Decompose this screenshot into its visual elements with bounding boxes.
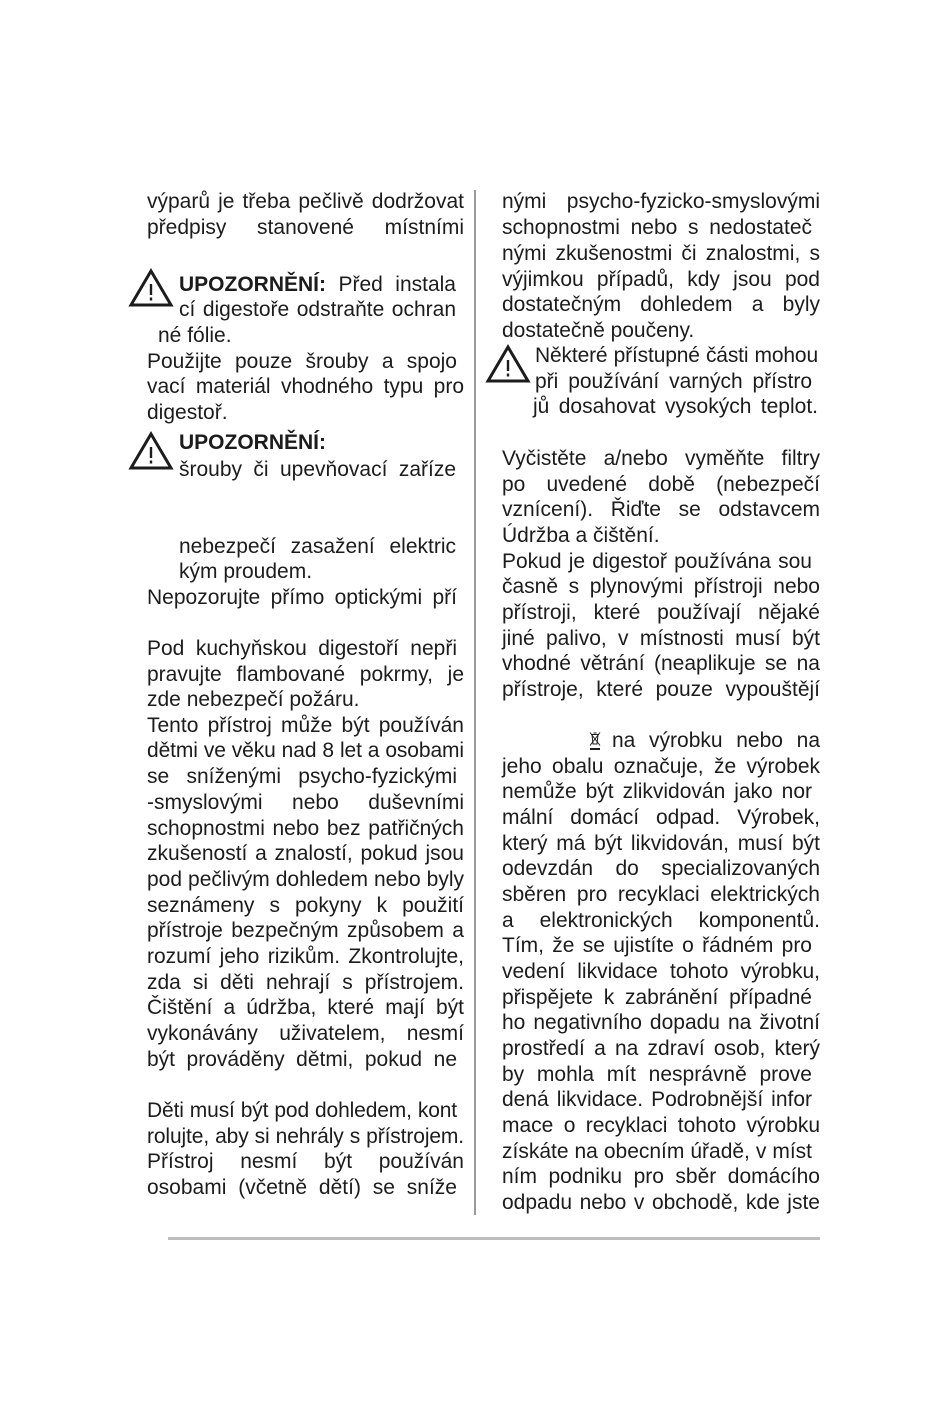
- text-line: a elektronických komponentů.: [502, 909, 820, 932]
- footer-rule: [168, 1237, 820, 1240]
- text-line: Pokud je digestoř používána sou: [502, 550, 812, 573]
- text-line: předpisy stanovené místními: [147, 216, 464, 239]
- text-line: dostatečným dohledem a byly: [502, 293, 820, 316]
- text-line: po uvedené době (nebezpečí: [502, 473, 820, 496]
- text-line: rolujte, aby si nehrály s přístrojem.: [147, 1125, 464, 1148]
- text-line: přístroje bezpečným způsobem a: [147, 919, 464, 942]
- text-line: získáte na obecním úřadě, v míst: [502, 1140, 812, 1163]
- text-line: kým proudem.: [179, 560, 313, 583]
- text-line: schopnostmi nebo bez patřičných: [147, 817, 464, 840]
- text-line: který má být likvidován, musí být: [502, 832, 820, 855]
- text-line: sběren pro recyklaci elektrických: [502, 883, 820, 906]
- text-line: by mohla mít nesprávně prove: [502, 1063, 812, 1086]
- text-line: pravujte flambované pokrmy, je: [147, 663, 464, 686]
- text-line: Tento přístroj může být používán: [147, 714, 464, 737]
- text-line: Děti musí být pod dohledem, kont: [147, 1099, 457, 1122]
- text-line: vedení likvidace tohoto výrobku,: [502, 960, 820, 983]
- text-line: Některé přístupné části mohou: [535, 344, 818, 367]
- text-line: osobami (včetně dětí) se sníže: [147, 1176, 457, 1199]
- text-line: schopnostmi nebo s nedostateč: [502, 216, 812, 239]
- text-line: mace o recyklaci tohoto výrobku: [502, 1114, 820, 1137]
- text-line: dostatečně poučeny.: [502, 319, 695, 342]
- text-line: vhodné větrání (neaplikuje se na: [502, 652, 820, 675]
- warning-triangle-icon: [128, 268, 174, 314]
- text-line: Vyčistěte a/nebo vyměňte filtry: [502, 447, 820, 470]
- text-line: na výrobku nebo na: [612, 729, 820, 752]
- warning-text: Před instala: [338, 273, 456, 296]
- text-line: zkušeností a znalostí, pokud jsou: [147, 842, 464, 865]
- text-line: zde nebezpečí požáru.: [147, 688, 360, 711]
- warning-label: UPOZORNĚNÍ:: [179, 431, 326, 454]
- warning-label: UPOZORNĚNÍ:: [179, 273, 326, 296]
- text-line: jeho obalu označuje, že výrobek: [502, 755, 820, 778]
- text-line: digestoř.: [147, 401, 228, 424]
- text-line: nebezpečí zasažení elektric: [179, 535, 456, 558]
- text-line: šrouby či upevňovací zaříze: [179, 458, 456, 481]
- text-line: seznámeny s pokyny k použití: [147, 894, 464, 917]
- text-line: jů dosahovat vysokých teplot.: [533, 395, 818, 418]
- text-line: přístroji, které používají nějaké: [502, 601, 820, 624]
- text-line: cí digestoře odstraňte ochran: [179, 298, 456, 321]
- text-line: výjimkou případů, kdy jsou pod: [502, 268, 820, 291]
- text-line: ním podniku pro sběr domácího: [502, 1165, 820, 1188]
- warning-line: [179, 272, 456, 297]
- warning-triangle-icon: [485, 344, 531, 390]
- text-line: nými zkušenostmi či znalostmi, s: [502, 242, 820, 265]
- warning-triangle-icon: [128, 431, 174, 477]
- text-line: jiné palivo, v místnosti musí být: [502, 627, 820, 650]
- text-line: Použijte pouze šrouby a spojo: [147, 350, 457, 373]
- text-line: -smyslovými nebo duševními: [147, 791, 464, 814]
- text-line: mální domácí odpad. Výrobek,: [502, 806, 820, 829]
- text-line: dená likvidace. Podrobnější infor: [502, 1088, 812, 1111]
- text-line: Údržba a čištění.: [502, 524, 660, 547]
- text-line: přispějete k zabránění případné: [502, 986, 812, 1009]
- text-line: časně s plynovými přístroji nebo: [502, 575, 820, 598]
- text-line: ho negativního dopadu na životní: [502, 1011, 820, 1034]
- text-line: nými psycho-fyzicko-smyslovými: [502, 190, 820, 213]
- text-line: vznícení). Řiďte se odstavcem: [502, 498, 820, 521]
- text-line: Přístroj nesmí být používán: [147, 1150, 464, 1173]
- text-line: pod pečlivým dohledem nebo byly: [147, 868, 464, 891]
- text-line: při používání varných přístro: [535, 370, 812, 393]
- text-line: výparů je třeba pečlivě dodržovat: [147, 190, 464, 213]
- text-line: dětmi ve věku nad 8 let a osobami: [147, 739, 464, 762]
- text-line: přístroje, které pouze vypouštějí: [502, 678, 820, 701]
- text-line: nemůže být zlikvidován jako nor: [502, 780, 812, 803]
- text-line: být prováděny dětmi, pokud ne: [147, 1048, 457, 1071]
- text-line: vykonávány uživatelem, nesmí: [147, 1022, 464, 1045]
- column-divider: [474, 190, 476, 1215]
- text-line: Čištění a údržba, které mají být: [147, 996, 464, 1019]
- text-line: odpadu nebo v obchodě, kde jste: [502, 1191, 820, 1214]
- text-line: Nepozorujte přímo optickými pří: [147, 586, 457, 609]
- text-line: se sníženými psycho-fyzickými: [147, 765, 457, 788]
- text-line: odevzdán do specializovaných: [502, 857, 820, 880]
- text-line: Pod kuchyňskou digestoří nepři: [147, 637, 457, 660]
- text-line: rozumí jeho rizikům. Zkontrolujte,: [147, 945, 464, 968]
- text-line: zda si děti nehrají s přístrojem.: [147, 971, 464, 994]
- text-line: Tím, že se ujistíte o řádném pro: [502, 934, 812, 957]
- text-line: né fólie.: [158, 324, 232, 347]
- text-line: vací materiál vhodného typu pro: [147, 375, 464, 398]
- text-line: prostředí a na zdraví osob, který: [502, 1037, 820, 1060]
